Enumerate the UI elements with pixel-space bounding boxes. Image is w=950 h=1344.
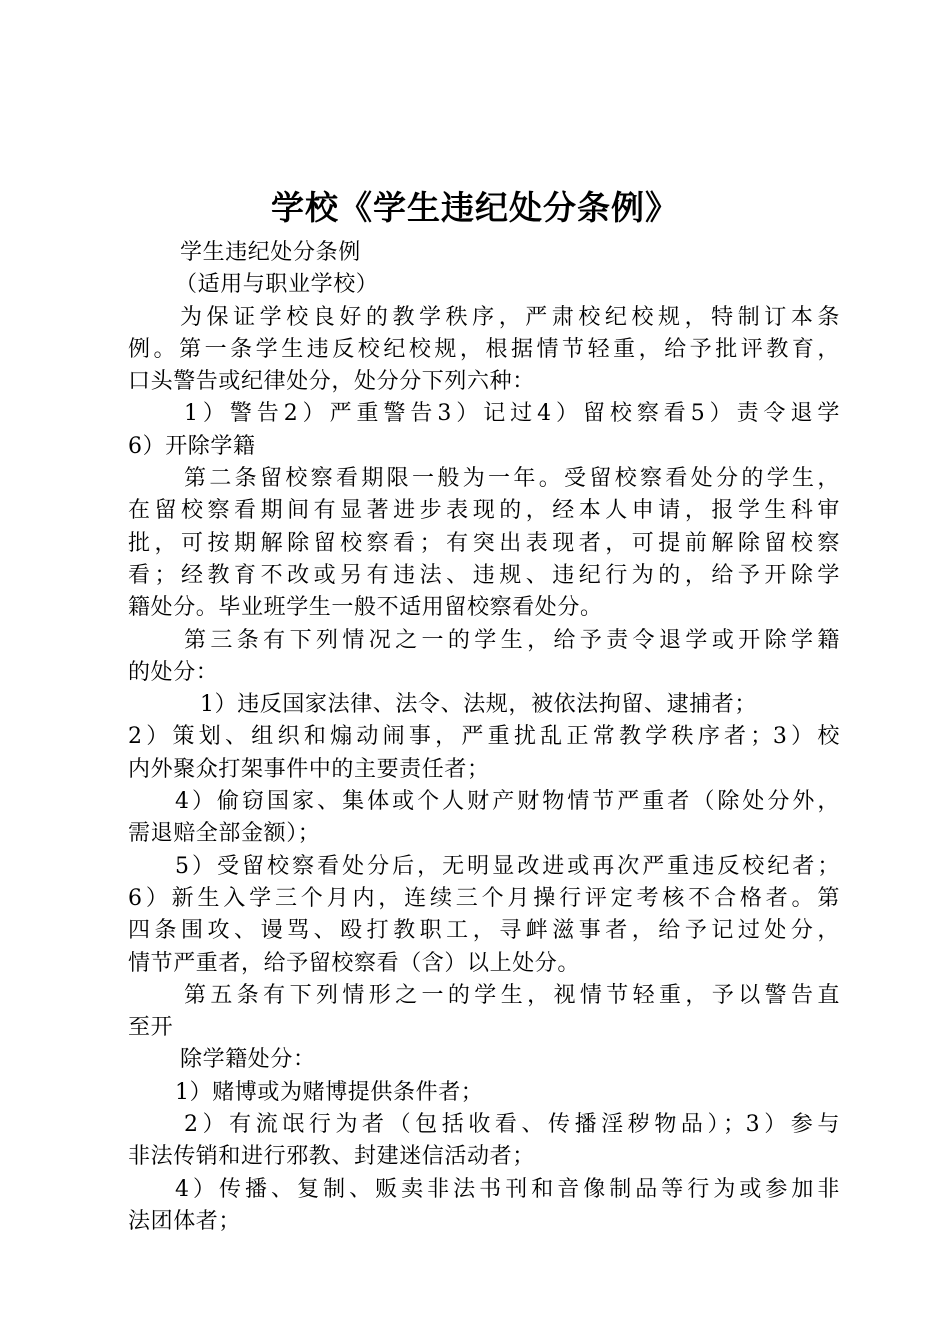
paragraph-line: 1）赌博或为赌博提供条件者； [175,1079,484,1105]
scope-note: （适用与职业学校） [175,272,379,298]
paragraph-line: 需退赔全部金额）； [128,821,321,847]
paragraph-line: 2）策划、组织和煽动闹事，严重扰乱正常教学秩序者；3）校 [128,724,840,750]
paragraph-line: 第五条有下列情形之一的学生，视情节轻重，予以警告直 [184,982,840,1008]
paragraph-line: 6）新生入学三个月内，连续三个月操行评定考核不合格者。第 [128,885,840,911]
paragraph-line: 的处分： [128,659,219,685]
paragraph-line: 批，可按期解除留校察看；有突出表现者，可提前解除留校察 [128,530,840,556]
paragraph-line: 4）偷窃国家、集体或个人财产财物情节严重者（除处分外， [175,789,840,815]
paragraph-line: 1）违反国家法律、法令、法规，被依法拘留、逮捕者； [200,692,757,718]
paragraph-line: 法团体者； [128,1208,242,1234]
paragraph-line: 情节严重者，给予留校察看（含）以上处分。 [128,950,581,976]
paragraph-line: 除学籍处分： [180,1047,316,1073]
document-title: 学校《学生违纪处分条例》 [271,188,679,227]
subtitle: 学生违纪处分条例 [180,240,361,265]
paragraph-line: 1）警告2）严重警告3）记过4）留校察看5）责令退学 [184,401,840,427]
paragraph-line: 4）传播、复制、贩卖非法书刊和音像制品等行为或参加非 [175,1176,840,1202]
paragraph-line: 第三条有下列情况之一的学生，给予责令退学或开除学籍 [184,627,840,653]
paragraph-line: 籍处分。毕业班学生一般不适用留校察看处分。 [128,595,603,621]
paragraph-line: 至开 [128,1015,174,1041]
paragraph-line: 例。第一条学生违反校纪校规，根据情节轻重，给予批评教育， [128,336,840,362]
document-body [128,237,840,1238]
paragraph-line: 第二条留校察看期限一般为一年。受留校察看处分的学生， [184,466,840,492]
paragraph-line: 为保证学校良好的教学秩序，严肃校纪校规，特制订本条 [180,304,840,330]
paragraph-line: 口头警告或纪律处分，处分分下列六种： [128,369,535,395]
paragraph-line: 在留校察看期间有显著进步表现的，经本人申请，报学生科审 [128,498,840,524]
paragraph-line: 5）受留校察看处分后，无明显改进或再次严重违反校纪者； [175,853,840,879]
paragraph-line: 6）开除学籍 [128,433,256,459]
paragraph-line: 非法传销和进行邪教、封建迷信活动者； [128,1144,535,1170]
paragraph-line: 内外聚众打架事件中的主要责任者； [128,756,490,782]
paragraph-line: 看；经教育不改或另有违法、违规、违纪行为的，给予开除学 [128,562,840,588]
paragraph-line: 四条围攻、谩骂、殴打教职工，寻衅滋事者，给予记过处分， [128,918,840,944]
paragraph-line: 2）有流氓行为者（包括收看、传播淫秽物品）；3）参与 [184,1112,840,1138]
